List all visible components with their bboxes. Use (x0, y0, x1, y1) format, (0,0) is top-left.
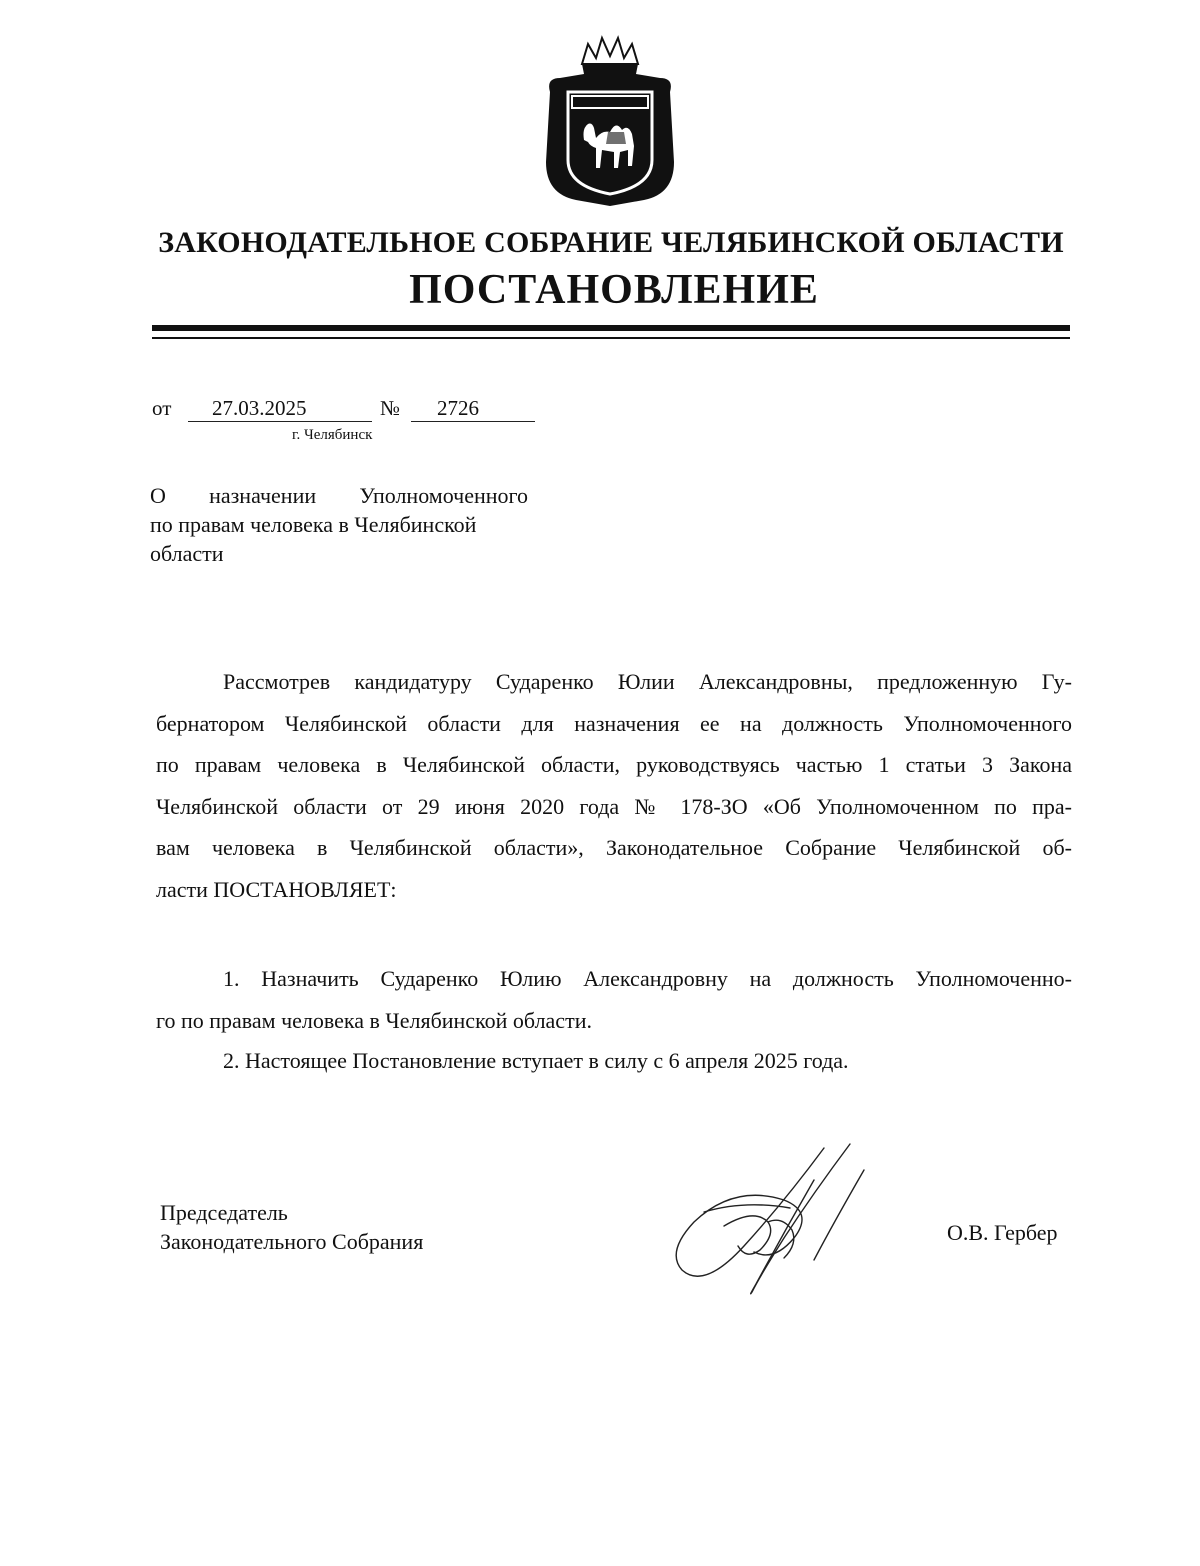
text-line: 1. Назначить Сударенко Юлию Александровну на должность Уполномоченно- (223, 966, 1072, 991)
coat-of-arms-icon (536, 34, 684, 210)
signer-title-line: Председатель (160, 1200, 288, 1225)
text-line: Челябинской области от 29 июня 2020 года № 178-ЗО «Об Уполномоченном по пра- (156, 793, 1072, 819)
subject-word: Уполномоченного (359, 483, 528, 508)
date-prefix: от (152, 396, 172, 420)
organization-name: ЗАКОНОДАТЕЛЬНОЕ СОБРАНИЕ ЧЕЛЯБИНСКОЙ ОБЛАСТИ (158, 226, 1064, 259)
subject-line (150, 481, 528, 510)
handwritten-signature (664, 1142, 872, 1298)
text-line: 2. Настоящее Постановление вступает в силу с 6 апреля 2025 года. (223, 1048, 849, 1073)
text-line: по правам человека в Челябинской области, руководствуясь частью 1 статьи 3 Закона (156, 752, 1072, 777)
preamble-paragraph (156, 661, 1072, 910)
subject-word: О (150, 483, 166, 508)
resolution-item-1 (156, 958, 1072, 1041)
signer-name: О.В. Гербер (947, 1220, 1058, 1245)
document-type-title: ПОСТАНОВЛЕНИЕ (409, 267, 819, 313)
text-line: ласти ПОСТАНОВЛЯЕТ: (156, 876, 397, 902)
text-line: вам человека в Челябинской области», Законодательное Собрание Челябинской об- (156, 835, 1072, 860)
text-line: го по правам человека в Челябинской области. (156, 1007, 592, 1033)
subject-line: по правам человека в Челябинской (150, 512, 477, 537)
document-date: 27.03.2025 (212, 396, 307, 420)
text-line: Рассмотрев кандидатуру Сударенко Юлии Александровны, предложенную Гу- (223, 669, 1072, 694)
number-prefix: № (380, 396, 401, 420)
signer-title (160, 1198, 423, 1256)
date-underline (188, 421, 372, 422)
subject-word: назначении (209, 483, 317, 508)
signer-title-line: Законодательного Собрания (160, 1229, 424, 1254)
subject-line: области (150, 541, 224, 566)
text-line: бернатором Челябинской области для назначения ее на должность Уполномоченного (156, 710, 1072, 736)
document-number: 2726 (437, 396, 479, 420)
number-underline (411, 421, 535, 422)
header-rule-thin (152, 337, 1070, 339)
document-subject (150, 481, 528, 568)
header-rule-thick (152, 325, 1070, 331)
resolution-item-2 (156, 1040, 1072, 1082)
city-label: г. Челябинск (292, 427, 373, 443)
